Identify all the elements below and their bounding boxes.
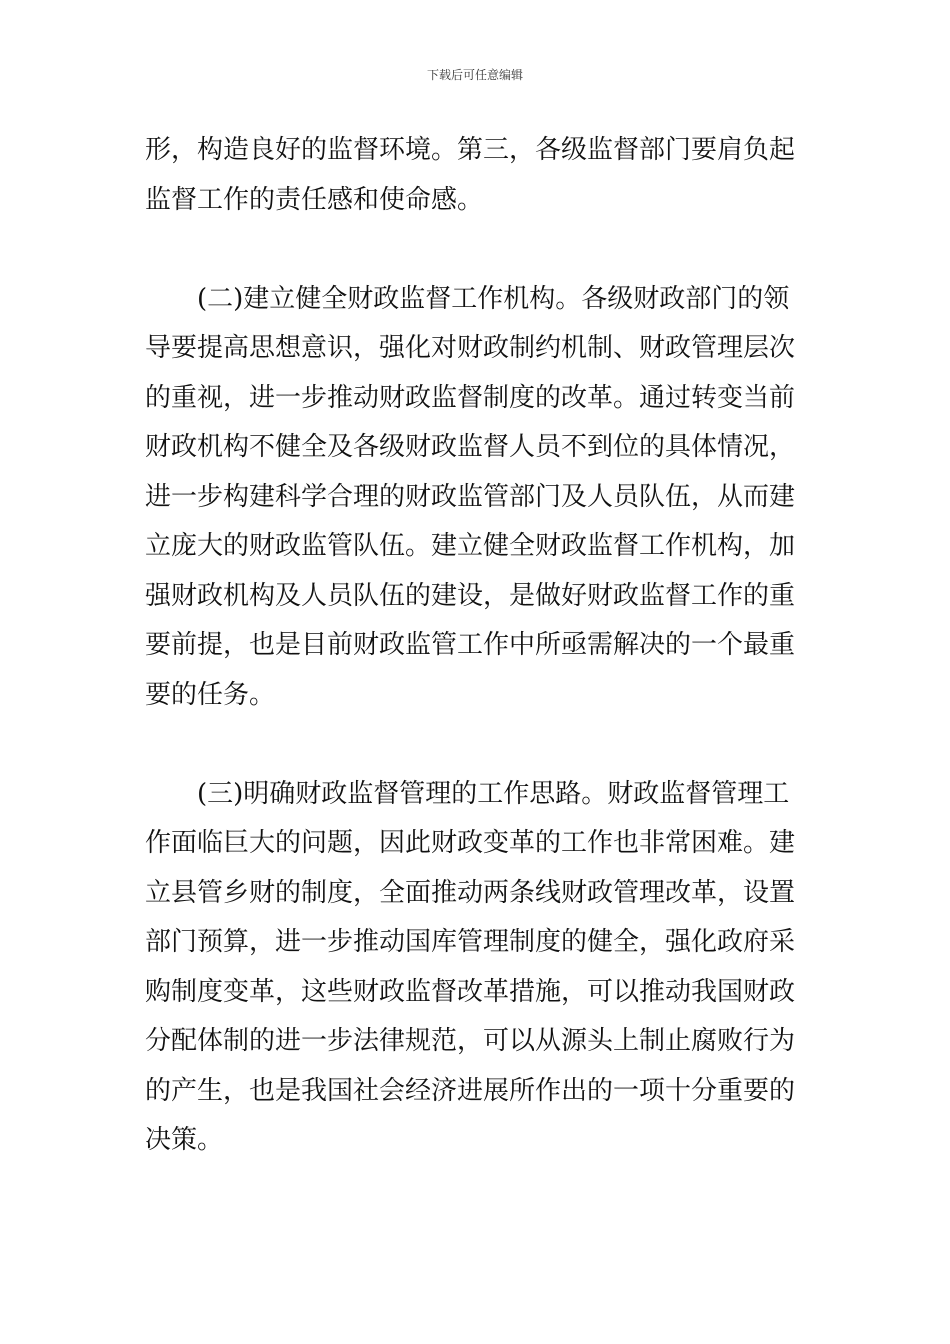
text-line: 决策。: [145, 1125, 224, 1155]
text-line: 作面临巨大的问题，因此财政变革的工作也非常困难。建: [145, 828, 796, 858]
text-line: 监督工作的责任感和使命感。: [145, 184, 484, 215]
document-body: [145, 126, 810, 1166]
page-header: 下载后可任意编辑: [426, 68, 523, 82]
text-line: 购制度变革，这些财政监督改革措施，可以推动我国财政: [145, 976, 796, 1007]
text-line: 要前提，也是目前财政监管工作中所亟需解决的一个最重: [145, 630, 796, 660]
text-line: 财政机构不健全及各级财政监督人员不到位的具体情况，: [145, 432, 796, 462]
paragraph-1: [145, 126, 810, 225]
text-line: 进一步构建科学合理的财政监管部门及人员队伍，从而建: [145, 481, 796, 512]
paragraph-3: [145, 770, 810, 1166]
text-line: 强财政机构及人员队伍的建设，是做好财政监督工作的重: [145, 580, 796, 611]
text-line: 立县管乡财的制度，全面推动两条线财政管理改革，设置: [145, 877, 796, 908]
text-line: 的产生，也是我国社会经济进展所作出的一项十分重要的: [145, 1075, 796, 1106]
text-line: 形，构造良好的监督环境。第三，各级监督部门要肩负起: [145, 135, 796, 165]
text-line: 立庞大的财政监管队伍。建立健全财政监督工作机构，加: [145, 531, 796, 561]
text-line: 部门预算，进一步推动国库管理制度的健全，强化政府采: [145, 927, 796, 957]
text-line: (二)建立健全财政监督工作机构。各级财政部门的领: [197, 283, 790, 314]
paragraph-2: [145, 275, 810, 721]
text-line: 分配体制的进一步法律规范，可以从源头上制止腐败行为: [145, 1026, 796, 1056]
text-line: 导要提高思想意识，强化对财政制约机制、财政管理层次: [145, 333, 796, 363]
text-line: 要的任务。: [145, 679, 276, 710]
text-line: 的重视，进一步推动财政监督制度的改革。通过转变当前: [145, 382, 796, 413]
text-line: (三)明确财政监督管理的工作思路。财政监督管理工: [197, 778, 790, 809]
